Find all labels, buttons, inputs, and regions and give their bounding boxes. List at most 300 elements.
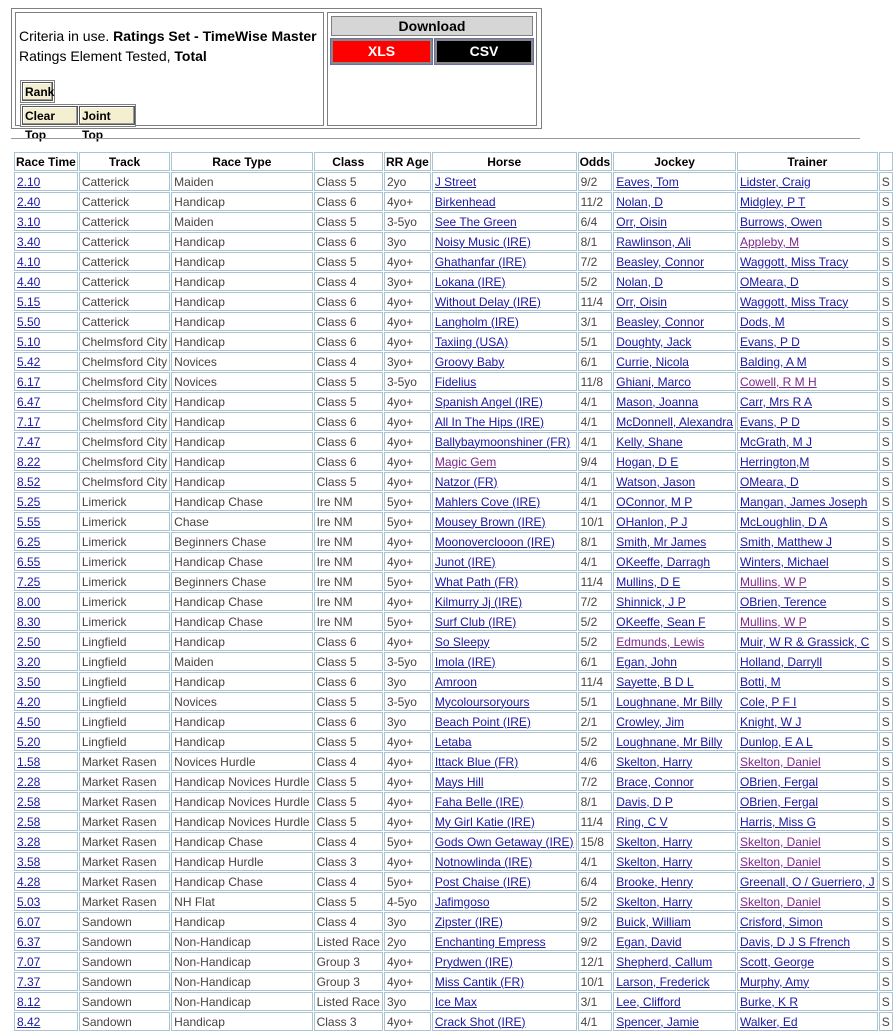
track-cell: Lingfield <box>79 692 170 711</box>
trainer-link[interactable]: Skelton, Daniel <box>739 854 821 869</box>
trainer-link[interactable]: McGrath, M J <box>739 434 812 449</box>
horse-link[interactable]: Magic Gem <box>434 454 497 469</box>
horse-link[interactable]: Zipster (IRE) <box>434 914 503 929</box>
trainer-link[interactable]: McLoughlin, D A <box>739 514 828 529</box>
trainer-link[interactable]: Davis, D J S Ffrench <box>739 934 850 949</box>
column-header-trainer[interactable]: Trainer <box>737 152 878 171</box>
race-time-link[interactable]: 7.25 <box>17 574 41 589</box>
odds-cell: 6/4 <box>578 212 613 231</box>
race-type-cell: Handicap Novices Hurdle <box>171 772 312 791</box>
race-time-link[interactable]: 6.07 <box>17 914 41 929</box>
race-time-link[interactable]: 5.25 <box>17 494 41 509</box>
horse-link[interactable]: Moonoverclooon (IRE) <box>434 534 555 549</box>
race-time-link[interactable]: 2.58 <box>17 814 41 829</box>
race-time-link[interactable]: 8.00 <box>17 594 41 609</box>
horse-link[interactable]: Fidelius <box>434 374 477 389</box>
odds-cell: 10/1 <box>578 972 613 991</box>
jockey-link[interactable]: Beasley, Connor <box>616 314 705 329</box>
horse-link[interactable]: Post Chaise (IRE) <box>434 874 531 889</box>
table-row <box>14 1012 893 1031</box>
race-time-link[interactable]: 2.28 <box>17 774 41 789</box>
odds-cell: 9/2 <box>578 932 613 951</box>
trainer-link[interactable]: Evans, P D <box>739 414 800 429</box>
race-time-link[interactable]: 5.55 <box>17 514 41 529</box>
jockey-link[interactable]: OConnor, M P <box>616 494 693 509</box>
track-cell: Chelmsford City <box>79 372 170 391</box>
column-header-jockey[interactable]: Jockey <box>613 152 736 171</box>
age-cell: 4yo+ <box>384 392 431 411</box>
jockey-link[interactable]: Loughnane, Mr Billy <box>616 694 723 709</box>
column-header-race-time[interactable]: Race Time <box>14 152 78 171</box>
race-time-link[interactable]: 4.40 <box>17 274 41 289</box>
table-row <box>14 992 893 1011</box>
csv-download-button[interactable]: CSV <box>435 39 533 64</box>
trainer-link[interactable]: Waggott, Miss Tracy <box>739 254 849 269</box>
class-cell: Class 4 <box>314 872 383 891</box>
trainer-link[interactable]: Muir, W R & Grassick, C <box>739 634 870 649</box>
horse-cell <box>432 732 577 751</box>
horse-link[interactable]: So Sleepy <box>434 634 490 649</box>
age-cell: 4yo+ <box>384 1012 431 1031</box>
jockey-link[interactable]: Currie, Nicola <box>616 354 689 369</box>
horse-link[interactable]: Junot (IRE) <box>434 554 496 569</box>
race-time-link[interactable]: 3.50 <box>17 674 41 689</box>
trainer-cell <box>737 572 878 591</box>
race-type-cell: Handicap Chase <box>171 612 312 631</box>
jockey-link[interactable]: OKeeffe, Sean F <box>616 614 706 629</box>
jockey-link[interactable]: Brace, Connor <box>616 774 694 789</box>
track-cell: Chelmsford City <box>79 412 170 431</box>
track-cell: Limerick <box>79 612 170 631</box>
race-time-link[interactable]: 7.47 <box>17 434 41 449</box>
race-type-cell: Novices <box>171 692 312 711</box>
trainer-link[interactable]: OBrien, Terence <box>739 594 827 609</box>
column-header-track[interactable]: Track <box>79 152 170 171</box>
trainer-link[interactable]: Appleby, M <box>739 234 800 249</box>
jockey-cell <box>613 352 736 371</box>
table-row <box>14 432 893 451</box>
jockey-link[interactable]: Watson, Jason <box>616 474 696 489</box>
jockey-link[interactable]: Spencer, Jamie <box>616 1014 699 1029</box>
race-time-link[interactable]: 8.30 <box>17 614 41 629</box>
trainer-link[interactable]: OBrien, Fergal <box>739 794 818 809</box>
jockey-link[interactable]: Orr, Oisin <box>616 214 667 229</box>
trainer-link[interactable]: Skelton, Daniel <box>739 894 821 909</box>
trainer-cell <box>737 332 878 351</box>
joint-top-button[interactable]: Joint Top <box>79 106 135 125</box>
horse-link[interactable]: Without Delay (IRE) <box>434 294 541 309</box>
race-time-link[interactable]: 5.50 <box>17 314 41 329</box>
jockey-link[interactable]: Brooke, Henry <box>616 874 693 889</box>
horse-link[interactable]: Birkenhead <box>434 194 496 209</box>
jockey-cell <box>613 852 736 871</box>
horse-link[interactable]: Letaba <box>434 734 472 749</box>
jockey-link[interactable]: Mason, Joanna <box>616 394 699 409</box>
horse-link[interactable]: Faha Belle (IRE) <box>434 794 524 809</box>
jockey-cell <box>613 492 736 511</box>
trainer-link[interactable]: Smith, Matthew J <box>739 534 832 549</box>
race-time-link[interactable]: 2.50 <box>17 634 41 649</box>
jockey-link[interactable]: Skelton, Harry <box>616 834 693 849</box>
race-type-cell: Beginners Chase <box>171 572 312 591</box>
race-time-link[interactable]: 1.58 <box>17 754 41 769</box>
race-time-link[interactable]: 6.17 <box>17 374 41 389</box>
extra-cell: S <box>879 632 893 651</box>
race-time-link[interactable]: 8.22 <box>17 454 41 469</box>
trainer-link[interactable]: Evans, P D <box>739 334 800 349</box>
column-header-class[interactable]: Class <box>314 152 383 171</box>
jockey-cell <box>613 172 736 191</box>
race-time-link[interactable]: 8.52 <box>17 474 41 489</box>
race-time-link[interactable]: 7.17 <box>17 414 41 429</box>
trainer-link[interactable]: Balding, A M <box>739 354 807 369</box>
class-cell: Class 5 <box>314 792 383 811</box>
track-cell: Catterick <box>79 272 170 291</box>
jockey-link[interactable]: Smith, Mr James <box>616 534 707 549</box>
trainer-link[interactable]: Winters, Michael <box>739 554 829 569</box>
horse-link[interactable]: Natzor (FR) <box>434 474 498 489</box>
horse-link[interactable]: Noisy Music (IRE) <box>434 234 531 249</box>
jockey-cell <box>613 772 736 791</box>
trainer-cell <box>737 532 878 551</box>
track-cell: Catterick <box>79 192 170 211</box>
class-cell: Class 5 <box>314 172 383 191</box>
horse-link[interactable]: Prydwen (IRE) <box>434 954 513 969</box>
table-row <box>14 612 893 631</box>
trainer-cell <box>737 192 878 211</box>
extra-cell: S <box>879 392 893 411</box>
race-time-link[interactable]: 5.10 <box>17 334 41 349</box>
trainer-link[interactable]: Herrington,M <box>739 454 810 469</box>
table-row <box>14 292 893 311</box>
trainer-link[interactable]: Knight, W J <box>739 714 802 729</box>
jockey-link[interactable]: Sayette, B D L <box>616 674 694 689</box>
odds-cell: 8/1 <box>578 532 613 551</box>
class-cell: Class 6 <box>314 232 383 251</box>
jockey-link[interactable]: Buick, William <box>616 914 691 929</box>
trainer-link[interactable]: Greenall, O / Guerriero, J <box>739 874 875 889</box>
horse-link[interactable]: Ittack Blue (FR) <box>434 754 519 769</box>
race-time-link[interactable]: 7.07 <box>17 954 41 969</box>
trainer-link[interactable]: Dods, M <box>739 314 785 329</box>
extra-cell: S <box>879 692 893 711</box>
age-cell: 4yo+ <box>384 452 431 471</box>
race-time-link[interactable]: 6.55 <box>17 554 41 569</box>
trainer-cell <box>737 912 878 931</box>
horse-link[interactable]: Miss Cantik (FR) <box>434 974 525 989</box>
jockey-link[interactable]: Beasley, Connor <box>616 254 705 269</box>
race-time-link[interactable]: 3.40 <box>17 234 41 249</box>
horse-link[interactable]: Taxiing (USA) <box>434 334 509 349</box>
horse-link[interactable]: Spanish Angel (IRE) <box>434 394 543 409</box>
horse-link[interactable]: All In The Hips (IRE) <box>434 414 544 429</box>
horse-cell <box>432 172 577 191</box>
race-time-cell <box>14 792 78 811</box>
trainer-link[interactable]: Mullins, W P <box>739 574 807 589</box>
trainer-link[interactable]: Burrows, Owen <box>739 214 822 229</box>
trainer-link[interactable]: Mullins, W P <box>739 614 807 629</box>
race-time-link[interactable]: 6.25 <box>17 534 41 549</box>
race-time-link[interactable]: 3.20 <box>17 654 41 669</box>
trainer-link[interactable]: OBrien, Fergal <box>739 774 818 789</box>
race-time-link[interactable]: 5.42 <box>17 354 41 369</box>
table-row <box>14 252 893 271</box>
race-time-link[interactable]: 8.42 <box>17 1014 41 1029</box>
odds-cell: 9/2 <box>578 172 613 191</box>
horse-link[interactable]: Langholm (IRE) <box>434 314 519 329</box>
trainer-link[interactable]: Carr, Mrs R A <box>739 394 812 409</box>
race-type-cell: Novices <box>171 372 312 391</box>
trainer-link[interactable]: Mangan, James Joseph <box>739 494 868 509</box>
jockey-link[interactable]: Shepherd, Callum <box>616 954 713 969</box>
race-time-link[interactable]: 5.15 <box>17 294 41 309</box>
race-time-link[interactable]: 7.37 <box>17 974 41 989</box>
age-cell: 4-5yo <box>384 892 431 911</box>
trainer-cell <box>737 632 878 651</box>
jockey-link[interactable]: McDonnell, Alexandra <box>616 414 733 429</box>
horse-link[interactable]: Mousey Brown (IRE) <box>434 514 546 529</box>
race-time-link[interactable]: 6.47 <box>17 394 41 409</box>
age-cell: 3yo <box>384 912 431 931</box>
trainer-link[interactable]: Holland, Darryll <box>739 654 822 669</box>
trainer-link[interactable]: Scott, George <box>739 954 815 969</box>
race-time-link[interactable]: 5.03 <box>17 894 41 909</box>
horse-link[interactable]: My Girl Katie (IRE) <box>434 814 535 829</box>
jockey-link[interactable]: Ring, C V <box>616 814 668 829</box>
trainer-link[interactable]: Cole, P F I <box>739 694 797 709</box>
trainer-link[interactable]: Burke, K R <box>739 994 798 1009</box>
class-cell: Class 6 <box>314 672 383 691</box>
horse-link[interactable]: Beach Point (IRE) <box>434 714 531 729</box>
horse-link[interactable]: Enchanting Empress <box>434 934 546 949</box>
extra-cell: S <box>879 312 893 331</box>
odds-cell: 6/1 <box>578 652 613 671</box>
class-cell: Class 4 <box>314 832 383 851</box>
rank-button[interactable]: Rank <box>22 82 53 101</box>
trainer-link[interactable]: Walker, Ed <box>739 1014 798 1029</box>
odds-cell: 11/4 <box>578 292 613 311</box>
jockey-cell <box>613 692 736 711</box>
race-time-link[interactable]: 3.58 <box>17 854 41 869</box>
race-time-link[interactable]: 8.12 <box>17 994 41 1009</box>
jockey-link[interactable]: Doughty, Jack <box>616 334 692 349</box>
race-time-cell <box>14 852 78 871</box>
jockey-link[interactable]: Larson, Frederick <box>616 974 710 989</box>
class-cell: Class 5 <box>314 472 383 491</box>
race-time-cell <box>14 952 78 971</box>
trainer-link[interactable]: Botti, M <box>739 674 781 689</box>
race-time-cell <box>14 172 78 191</box>
trainer-cell <box>737 852 878 871</box>
extra-cell: S <box>879 412 893 431</box>
horse-cell <box>432 292 577 311</box>
column-header-horse[interactable]: Horse <box>432 152 577 171</box>
table-row <box>14 372 893 391</box>
trainer-link[interactable]: OMeara, D <box>739 274 799 289</box>
jockey-link[interactable]: Skelton, Harry <box>616 754 693 769</box>
horse-cell <box>432 652 577 671</box>
jockey-link[interactable]: Nolan, D <box>616 194 663 209</box>
column-header-extra <box>879 152 893 171</box>
trainer-cell <box>737 252 878 271</box>
trainer-link[interactable]: Skelton, Daniel <box>739 754 821 769</box>
horse-link[interactable]: What Path (FR) <box>434 574 519 589</box>
class-cell: Ire NM <box>314 512 383 531</box>
horse-cell <box>432 512 577 531</box>
horse-link[interactable]: Imola (IRE) <box>434 654 496 669</box>
horse-link[interactable]: J Street <box>434 174 477 189</box>
trainer-link[interactable]: Dunlop, E A L <box>739 734 813 749</box>
extra-cell: S <box>879 832 893 851</box>
class-cell: Class 4 <box>314 352 383 371</box>
jockey-link[interactable]: Kelly, Shane <box>616 434 683 449</box>
track-cell: Chelmsford City <box>79 472 170 491</box>
criteria-line <box>19 28 317 44</box>
race-time-cell <box>14 372 78 391</box>
trainer-cell <box>737 172 878 191</box>
jockey-link[interactable]: Edmunds, Lewis <box>616 634 705 649</box>
trainer-link[interactable]: Crisford, Simon <box>739 914 823 929</box>
jockey-cell <box>613 912 736 931</box>
trainer-link[interactable]: Waggott, Miss Tracy <box>739 294 849 309</box>
age-cell: 3-5yo <box>384 212 431 231</box>
jockey-link[interactable]: Davis, D P <box>616 794 673 809</box>
jockey-link[interactable]: Skelton, Harry <box>616 894 693 909</box>
clear-top-button[interactable]: Clear Top <box>22 106 78 125</box>
trainer-link[interactable]: Cowell, R M H <box>739 374 817 389</box>
class-cell: Class 4 <box>314 752 383 771</box>
horse-link[interactable]: Mycoloursoryours <box>434 694 530 709</box>
horse-link[interactable]: Ice Max <box>434 994 477 1009</box>
trainer-cell <box>737 752 878 771</box>
race-time-link[interactable]: 4.28 <box>17 874 41 889</box>
track-cell: Sandown <box>79 952 170 971</box>
horse-link[interactable]: Groovy Baby <box>434 354 505 369</box>
race-time-link[interactable]: 5.20 <box>17 734 41 749</box>
jockey-link[interactable]: Egan, David <box>616 934 682 949</box>
jockey-cell <box>613 992 736 1011</box>
extra-cell: S <box>879 512 893 531</box>
jockey-link[interactable]: OKeeffe, Darragh <box>616 554 711 569</box>
xls-download-button[interactable]: XLS <box>331 39 432 64</box>
jockey-link[interactable]: OHanlon, P J <box>616 514 688 529</box>
horse-link[interactable]: Lokana (IRE) <box>434 274 506 289</box>
horse-cell <box>432 632 577 651</box>
jockey-cell <box>613 952 736 971</box>
race-time-link[interactable]: 2.10 <box>17 174 41 189</box>
horse-link[interactable]: See The Green <box>434 214 517 229</box>
column-header-race-type[interactable]: Race Type <box>171 152 312 171</box>
horse-link[interactable]: Mays Hill <box>434 774 484 789</box>
track-cell: Limerick <box>79 532 170 551</box>
table-row <box>14 972 893 991</box>
track-cell: Lingfield <box>79 632 170 651</box>
table-row <box>14 172 893 191</box>
horse-link[interactable]: Crack Shot (IRE) <box>434 1014 526 1029</box>
jockey-link[interactable]: Ghiani, Marco <box>616 374 691 389</box>
race-time-cell <box>14 692 78 711</box>
horse-cell <box>432 932 577 951</box>
jockey-link[interactable]: Lee, Clifford <box>616 994 681 1009</box>
race-time-link[interactable]: 3.10 <box>17 214 41 229</box>
jockey-cell <box>613 832 736 851</box>
column-header-odds[interactable]: Odds <box>578 152 613 171</box>
race-time-cell <box>14 632 78 651</box>
ratings-element-line <box>19 48 207 64</box>
jockey-link[interactable]: Orr, Oisin <box>616 294 667 309</box>
horse-cell <box>432 872 577 891</box>
jockey-cell <box>613 572 736 591</box>
horse-link[interactable]: Mahlers Cove (IRE) <box>434 494 541 509</box>
jockey-cell <box>613 812 736 831</box>
race-time-cell <box>14 772 78 791</box>
trainer-cell <box>737 732 878 751</box>
age-cell: 4yo+ <box>384 732 431 751</box>
odds-cell: 11/4 <box>578 672 613 691</box>
horse-link[interactable]: Amroon <box>434 674 477 689</box>
race-time-link[interactable]: 2.58 <box>17 794 41 809</box>
trainer-link[interactable]: Midgley, P T <box>739 194 806 209</box>
race-time-link[interactable]: 6.37 <box>17 934 41 949</box>
horse-link[interactable]: Ballybaymoonshiner (FR) <box>434 434 571 449</box>
odds-cell: 3/1 <box>578 992 613 1011</box>
race-time-link[interactable]: 3.28 <box>17 834 41 849</box>
table-row <box>14 232 893 251</box>
horse-link[interactable]: Surf Club (IRE) <box>434 614 517 629</box>
horse-link[interactable]: Gods Own Getaway (IRE) <box>434 834 574 849</box>
jockey-link[interactable]: Skelton, Harry <box>616 854 693 869</box>
trainer-cell <box>737 952 878 971</box>
trainer-cell <box>737 612 878 631</box>
trainer-link[interactable]: Harris, Miss G <box>739 814 816 829</box>
horse-link[interactable]: Ghathanfar (IRE) <box>434 254 527 269</box>
track-cell: Market Rasen <box>79 852 170 871</box>
jockey-link[interactable]: Eaves, Tom <box>616 174 679 189</box>
column-header-rr-age[interactable]: RR Age <box>384 152 431 171</box>
jockey-link[interactable]: Shinnick, J P <box>616 594 686 609</box>
horse-link[interactable]: Kilmurry Jj (IRE) <box>434 594 523 609</box>
jockey-link[interactable]: Egan, John <box>616 654 677 669</box>
jockey-cell <box>613 232 736 251</box>
extra-cell: S <box>879 852 893 871</box>
jockey-link[interactable]: Nolan, D <box>616 274 663 289</box>
jockey-link[interactable]: Hogan, D E <box>616 454 679 469</box>
trainer-link[interactable]: Lidster, Craig <box>739 174 811 189</box>
race-time-cell <box>14 412 78 431</box>
horse-cell <box>432 552 577 571</box>
race-time-link[interactable]: 4.10 <box>17 254 41 269</box>
race-time-link[interactable]: 4.20 <box>17 694 41 709</box>
age-cell: 4yo+ <box>384 292 431 311</box>
table-row <box>14 212 893 231</box>
horse-link[interactable]: Notnowlinda (IRE) <box>434 854 533 869</box>
age-cell: 3yo <box>384 232 431 251</box>
trainer-link[interactable]: Murphy, Amy <box>739 974 810 989</box>
extra-cell: S <box>879 932 893 951</box>
jockey-link[interactable]: Loughnane, Mr Billy <box>616 734 723 749</box>
race-time-link[interactable]: 2.40 <box>17 194 41 209</box>
trainer-link[interactable]: Skelton, Daniel <box>739 834 821 849</box>
trainer-link[interactable]: OMeara, D <box>739 474 799 489</box>
jockey-link[interactable]: Mullins, D E <box>616 574 681 589</box>
horse-link[interactable]: Jafimgoso <box>434 894 490 909</box>
ratings-element-value: Total <box>174 48 207 64</box>
extra-cell: S <box>879 712 893 731</box>
race-time-link[interactable]: 4.50 <box>17 714 41 729</box>
jockey-link[interactable]: Rawlinson, Ali <box>616 234 691 249</box>
trainer-cell <box>737 692 878 711</box>
jockey-link[interactable]: Crowley, Jim <box>616 714 685 729</box>
